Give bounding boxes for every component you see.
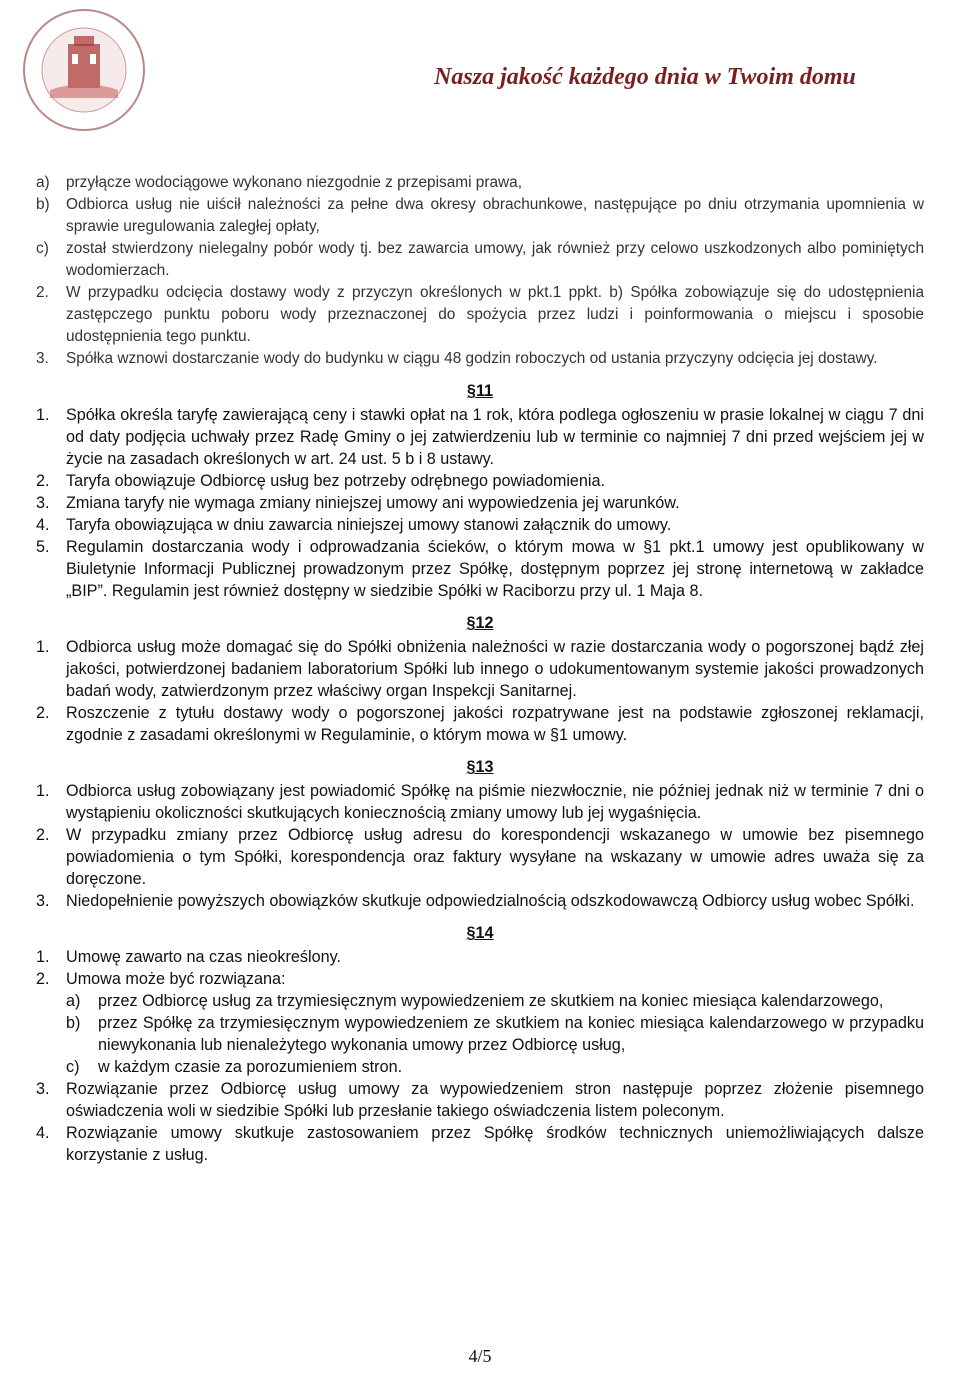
item-letter: a) [36, 174, 50, 191]
intro-list [36, 172, 924, 370]
list-item: W przypadku odcięcia dostawy wody z przyczyn określonych w pkt.1 ppkt. b) Spółka zobowiązuje się do udostępnienia zastępczego punktu poboru wody przeznaczonej do spożycia przez ludzi i poinformowania o miejscu i sposobie udostępnienia tego punktu. [66, 284, 924, 345]
list-item: Taryfa obowiązuje Odbiorcę usług bez potrzeby odrębnego powiadomienia. [66, 472, 606, 490]
item-number: 3. [36, 1080, 50, 1098]
list-item: Spółka określa taryfę zawierającą ceny i stawki opłat na 1 rok, która podlega ogłoszeniu w prasie lokalnej w ciągu 7 dni od daty podjęcia uchwały przez Radę Gminy o jej zatwierdzeniu lub w terminie co najmniej 7 dni przed wejściem jej w życie na zasadach określonych w art. 24 ust. 5 b i 8 ustawy. [66, 406, 924, 468]
item-letter: b) [66, 1014, 81, 1032]
list-item: Odbiorca usług może domagać się do Spółki obniżenia należności w razie dostarczania wody o pogorszonej bądź złej jakości, potwierdzonej badaniem laboratorium Spółki lub innego o udokumentowanym systemie jakości prowadzonych badań wody, zatwierdzonym przez właściwy organ Inspekcji Sanitarnej. [66, 638, 924, 700]
section-heading-12: §12 [466, 614, 494, 632]
list-item: został stwierdzony nielegalny pobór wody tj. bez zawarcia umowy, jak również przy celowo uszkodzonych albo pominiętych wodomierzach. [66, 240, 924, 279]
item-letter: c) [66, 1058, 80, 1076]
list-item: W przypadku zmiany przez Odbiorcę usług adresu do korespondencji wskazanego w umowie bez pisemnego powiadomienia o tym Spółki, korespondencja oraz faktury wysyłane na wskazany w umowie adres uważa się za doręczone. [66, 826, 924, 888]
list-item: Zmiana taryfy nie wymaga zmiany niniejszej umowy ani wypowiedzenia jej warunków. [66, 494, 680, 512]
section-heading-11: §11 [466, 382, 494, 400]
item-number: 3. [36, 892, 50, 910]
section-heading-13: §13 [466, 758, 494, 776]
item-number: 2. [36, 472, 50, 490]
header-slogan: Nasza jakość każdego dnia w Twoim domu [434, 64, 856, 90]
item-number: 4. [36, 516, 50, 534]
list-item: Rozwiązanie przez Odbiorcę usług umowy za wypowiedzeniem stron następuje poprzez złożenie pisemnego oświadczenia woli w siedzibie Spółki lub przesłanie takiego oświadczenia listem poleconym. [66, 1080, 924, 1120]
item-number: 1. [36, 406, 50, 424]
item-letter: c) [36, 240, 49, 257]
list-item: Umowę zawarto na czas nieokreślony. [66, 948, 342, 966]
list-item: Taryfa obowiązująca w dniu zawarcia niniejszej umowy stanowi załącznik do umowy. [66, 516, 672, 534]
list-item: przez Spółkę za trzymiesięcznym wypowiedzeniem ze skutkiem na koniec miesiąca kalendarzowego w przypadku niewykonania lub nienależytego wykonania umowy przez Odbiorcę usług, [98, 1014, 924, 1054]
company-seal-logo [22, 8, 146, 132]
list-item: Odbiorca usług zobowiązany jest powiadomić Spółkę na piśmie niezwłocznie, nie później jednak niż w terminie 7 dni o wystąpieniu okoliczności skutkujących koniecznością zmiany umowy lub jej wygaśnięcia. [66, 782, 924, 822]
list-item: Regulamin dostarczania wody i odprowadzania ścieków, o którym mowa w §1 pkt.1 umowy jest opublikowany w Biuletynie Informacji Publicznej prowadzonym przez Spółkę, dostępnym poprzez jej stronę internetową w zakładce „BIP”. Regulamin jest również dostępny w siedzibie Spółki w Raciborzu przy ul. 1 Maja 8. [66, 538, 924, 600]
item-number: 5. [36, 538, 50, 556]
list-item: Roszczenie z tytułu dostawy wody o pogorszonej jakości rozpatrywane jest na podstawie zgłoszonej reklamacji, zgodnie z zasadami określonymi w Regulaminie, o którym mowa w §1 umowy. [66, 704, 924, 744]
item-number: 2. [36, 970, 50, 988]
list-item: Spółka wznowi dostarczanie wody do budynku w ciągu 48 godzin roboczych od ustania przyczyny odcięcia jej dostawy. [66, 350, 878, 367]
page-header [0, 0, 960, 140]
item-letter: b) [36, 196, 50, 213]
document-body [36, 172, 924, 1166]
item-number: 1. [36, 782, 50, 800]
list-item: przyłącze wodociągowe wykonano niezgodnie z przepisami prawa, [66, 174, 522, 191]
page-number: 4/5 [468, 1346, 492, 1366]
item-number: 2. [36, 826, 50, 844]
list-item: Odbiorca usług nie uiścił należności za pełne dwa okresy obrachunkowe, następujące po dniu otrzymania upomnienia w sprawie uregulowania zaległej opłaty, [66, 196, 924, 235]
list-item: Rozwiązanie umowy skutkuje zastosowaniem przez Spółkę środków technicznych uniemożliwiających dalsze korzystanie z usług. [66, 1124, 924, 1164]
item-number: 1. [36, 638, 50, 656]
sublist [36, 990, 924, 1078]
item-number: 3. [36, 494, 50, 512]
item-number: 1. [36, 948, 50, 966]
item-number: 2. [36, 284, 49, 301]
item-number: 2. [36, 704, 50, 722]
list-item: przez Odbiorcę usług za trzymiesięcznym wypowiedzeniem ze skutkiem na koniec miesiąca kalendarzowego, [98, 992, 884, 1010]
list-item: Umowa może być rozwiązana: [66, 970, 286, 988]
list-item: Niedopełnienie powyższych obowiązków skutkuje odpowiedzialnością odszkodowawczą Odbiorcy usług wobec Spółki. [66, 892, 915, 910]
list-item: w każdym czasie za porozumieniem stron. [98, 1058, 403, 1076]
item-number: 3. [36, 350, 49, 367]
section-heading-14: §14 [466, 924, 494, 942]
item-number: 4. [36, 1124, 50, 1142]
item-letter: a) [66, 992, 81, 1010]
